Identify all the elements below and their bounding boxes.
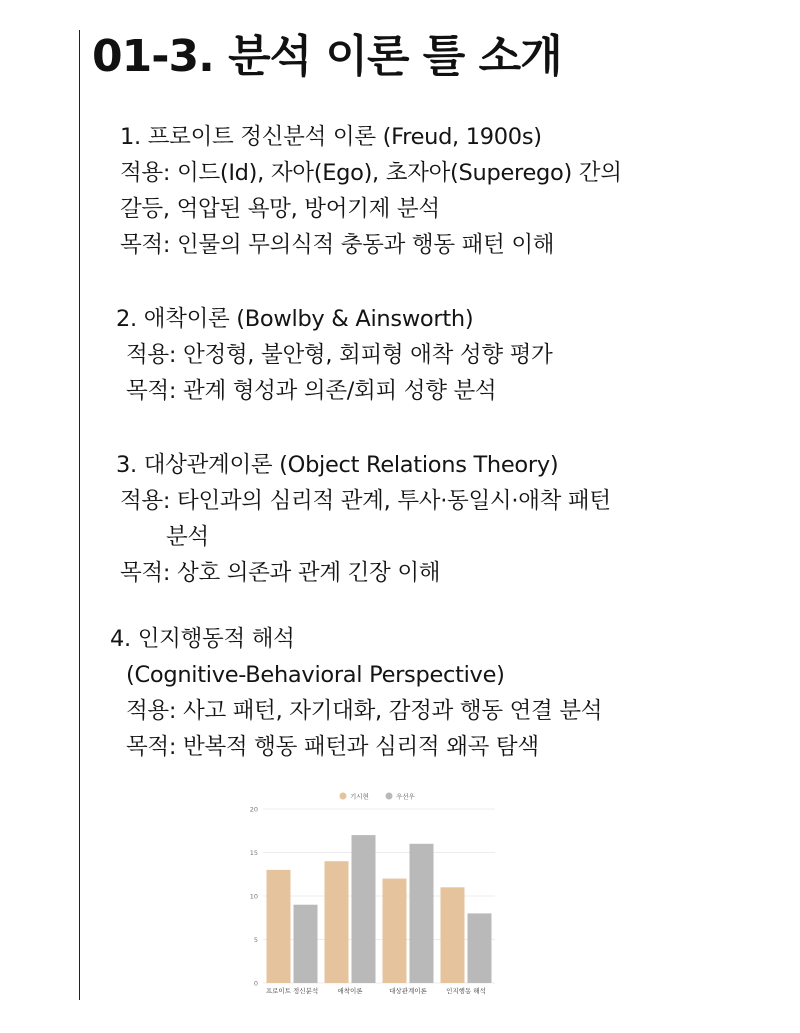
bar (410, 844, 434, 983)
bar (441, 887, 465, 983)
section-line: 적용: 타인과의 심리적 관계, 투사·동일시·애착 패턴 (120, 488, 611, 514)
section-heading: 1. 프로이트 정신분석 이론 (Freud, 1900s) (120, 124, 542, 150)
section-line: 적용: 사고 패턴, 자기대화, 감정과 행동 연결 분석 (126, 698, 603, 724)
x-tick-label: 프로이트 정신분석 (265, 987, 319, 995)
section-heading: 4. 인지행동적 해석 (110, 626, 295, 652)
legend-label: 우선우 (396, 792, 415, 801)
x-tick-label: 애착이론 (337, 987, 363, 995)
legend-label: 기시현 (350, 792, 369, 801)
legend-swatch (340, 793, 347, 800)
section-line: 갈등, 억압된 욕망, 방어기제 분석 (120, 196, 440, 222)
x-tick-label: 인지행동 해석 (446, 987, 486, 995)
bar (267, 870, 291, 983)
left-border-line (79, 30, 80, 1000)
y-tick-label: 15 (249, 849, 258, 857)
section-line: 목적: 관계 형성과 의존/회피 성향 분석 (126, 378, 497, 404)
bar (352, 835, 376, 983)
bar (325, 861, 349, 983)
y-tick-label: 5 (253, 936, 258, 944)
section-line: (Cognitive-Behavioral Perspective) (126, 662, 505, 688)
bar-chart (245, 782, 505, 1002)
page-title: 01-3. 분석 이론 틀 소개 (92, 31, 562, 82)
section-heading: 3. 대상관계이론 (Object Relations Theory) (116, 452, 559, 478)
y-tick-label: 0 (253, 979, 258, 988)
section-heading: 2. 애착이론 (Bowlby & Ainsworth) (116, 306, 474, 332)
bar (294, 905, 318, 983)
section-line: 분석 (166, 524, 209, 550)
section-line: 적용: 안정형, 불안형, 회피형 애착 성향 평가 (126, 342, 553, 368)
section-line: 목적: 인물의 무의식적 충동과 행동 패턴 이해 (120, 232, 555, 258)
y-tick-label: 20 (249, 805, 258, 814)
section-line: 적용: 이드(Id), 자아(Ego), 초자아(Superego) 간의 (120, 160, 622, 186)
y-tick-label: 10 (249, 892, 258, 901)
bar (468, 913, 492, 983)
section-line: 목적: 반복적 행동 패턴과 심리적 왜곡 탐색 (126, 734, 539, 760)
bar (383, 879, 407, 983)
section-line: 목적: 상호 의존과 관계 긴장 이해 (120, 560, 441, 586)
legend-swatch (386, 793, 393, 800)
x-tick-label: 대상관계이론 (389, 987, 427, 995)
